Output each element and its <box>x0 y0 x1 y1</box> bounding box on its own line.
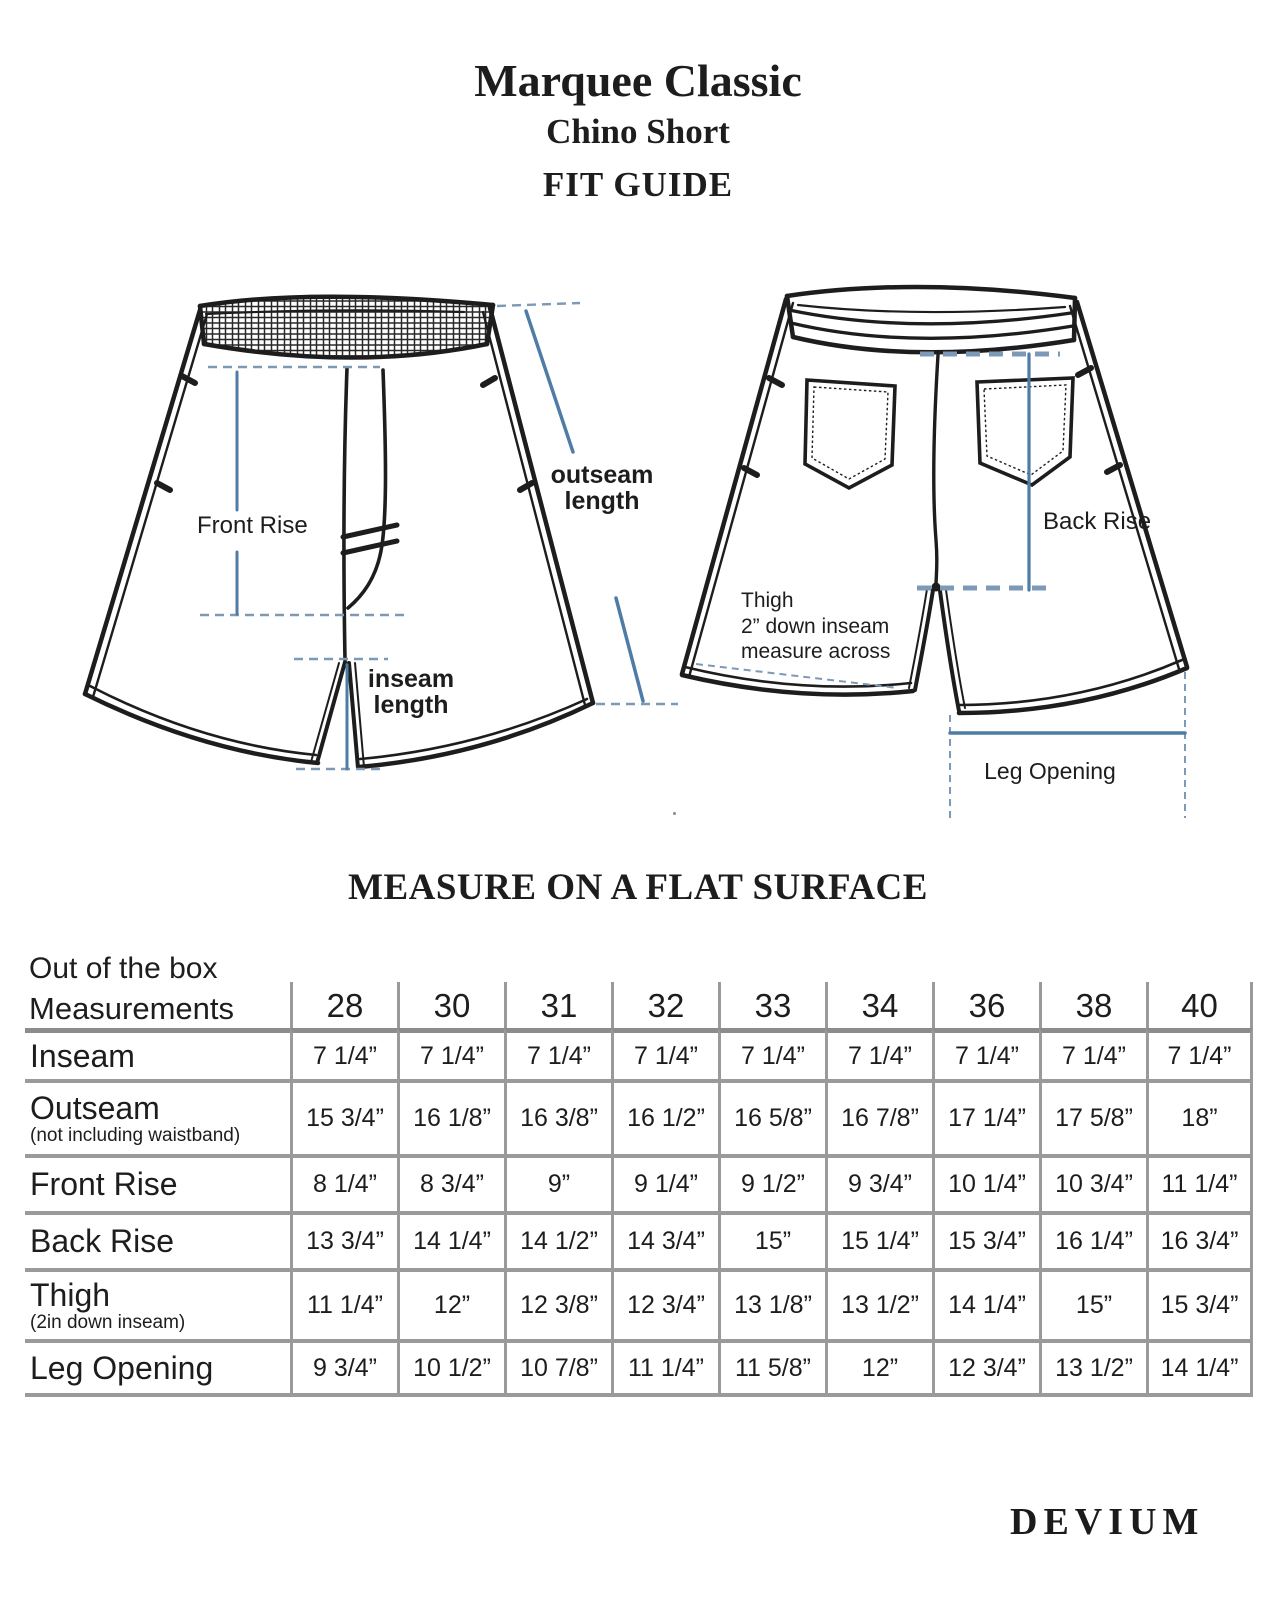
front-fly <box>343 368 397 660</box>
brand-logo: DEVIUM <box>1010 1501 1205 1543</box>
value-cell: 14 1/2” <box>504 1211 611 1268</box>
value-cell: 7 1/4” <box>1039 1028 1146 1079</box>
value-cell: 15” <box>1039 1268 1146 1339</box>
value-cell: 13 3/4” <box>290 1211 397 1268</box>
value-cell: 7 1/4” <box>1146 1028 1253 1079</box>
size-table-grid <box>25 948 1253 1397</box>
value-cell: 8 1/4” <box>290 1154 397 1211</box>
table-corner <box>25 948 290 1028</box>
size-table <box>25 948 1253 1397</box>
table-corner-line1: Out of the box <box>29 952 218 985</box>
table-corner-line2: Measurements <box>29 990 235 1026</box>
value-cell: 9” <box>504 1154 611 1211</box>
product-title: Marquee Classic <box>474 55 802 106</box>
value-cell: 16 1/2” <box>611 1079 718 1154</box>
fit-guide-heading: FIT GUIDE <box>542 165 734 204</box>
value-cell: 9 3/4” <box>825 1154 932 1211</box>
value-cell: 13 1/2” <box>825 1268 932 1339</box>
value-cell: 12 3/8” <box>504 1268 611 1339</box>
value-cell: 16 5/8” <box>718 1079 825 1154</box>
title-block <box>0 55 1276 204</box>
value-cell: 10 1/2” <box>397 1339 504 1397</box>
back-center-seam <box>932 355 941 592</box>
value-cell: 12 3/4” <box>932 1339 1039 1397</box>
value-cell: 18” <box>1146 1079 1253 1154</box>
row-label: Outseam <box>30 1089 160 1126</box>
row-label: Front Rise <box>30 1166 178 1203</box>
back-rise-label: Back Rise <box>1043 508 1152 535</box>
row-label: Leg Opening <box>30 1349 214 1386</box>
size-header-cell <box>1146 948 1253 1028</box>
row-label: Thigh <box>30 1276 111 1313</box>
value-cell: 11 1/4” <box>1146 1154 1253 1211</box>
measure-heading: MEASURE ON A FLAT SURFACE <box>348 867 928 908</box>
row-label: Inseam <box>30 1037 135 1074</box>
size-column-header: 33 <box>718 982 825 1028</box>
inseam-length-label: inseam length <box>367 665 455 720</box>
value-cell: 7 1/4” <box>611 1028 718 1079</box>
value-cell: 11 1/4” <box>290 1268 397 1339</box>
value-cell: 14 1/4” <box>1146 1339 1253 1397</box>
value-cell: 17 5/8” <box>1039 1079 1146 1154</box>
size-column-header: 38 <box>1039 982 1146 1028</box>
row-label-cell <box>25 1268 290 1339</box>
size-column-header: 34 <box>825 982 932 1028</box>
size-column-header: 31 <box>504 982 611 1028</box>
value-cell: 8 3/4” <box>397 1154 504 1211</box>
size-header-cell <box>611 948 718 1028</box>
value-cell: 14 1/4” <box>397 1211 504 1268</box>
value-cell: 17 1/4” <box>932 1079 1039 1154</box>
outseam-line <box>526 311 573 452</box>
value-cell: 11 1/4” <box>611 1339 718 1397</box>
row-label-cell <box>25 1211 290 1268</box>
size-header-cell <box>504 948 611 1028</box>
size-header-cell <box>932 948 1039 1028</box>
value-cell: 16 3/8” <box>504 1079 611 1154</box>
value-cell: 7 1/4” <box>932 1028 1039 1079</box>
size-column-header: 40 <box>1146 982 1253 1028</box>
row-label: Back Rise <box>30 1223 175 1260</box>
value-cell: 16 1/4” <box>1039 1211 1146 1268</box>
value-cell: 10 1/4” <box>932 1154 1039 1211</box>
size-column-header: 36 <box>932 982 1039 1028</box>
size-column-header: 30 <box>397 982 504 1028</box>
size-header-cell <box>718 948 825 1028</box>
row-sublabel: (not including waistband) <box>30 1125 241 1147</box>
value-cell: 15 3/4” <box>932 1211 1039 1268</box>
value-cell: 12” <box>825 1339 932 1397</box>
value-cell: 9 1/2” <box>718 1154 825 1211</box>
size-header-cell <box>825 948 932 1028</box>
back-shorts-drawing <box>650 260 1210 820</box>
row-label-cell <box>25 1154 290 1211</box>
value-cell: 9 3/4” <box>290 1339 397 1397</box>
value-cell: 10 7/8” <box>504 1339 611 1397</box>
value-cell: 7 1/4” <box>397 1028 504 1079</box>
size-column-header: 28 <box>290 982 397 1028</box>
front-outline <box>85 308 593 768</box>
row-label-cell <box>25 1079 290 1154</box>
size-header-cell <box>1039 948 1146 1028</box>
back-pocket-right <box>977 378 1073 485</box>
value-cell: 12” <box>397 1268 504 1339</box>
value-cell: 7 1/4” <box>825 1028 932 1079</box>
back-waistband <box>787 287 1075 352</box>
front-rise-label: Front Rise <box>197 512 308 539</box>
front-waistband <box>200 297 493 358</box>
row-label-cell <box>25 1028 290 1079</box>
size-header-cell <box>290 948 397 1028</box>
value-cell: 16 1/8” <box>397 1079 504 1154</box>
thigh-label: Thigh 2” down inseam measure across <box>741 589 891 664</box>
value-cell: 15 3/4” <box>1146 1268 1253 1339</box>
value-cell: 14 1/4” <box>932 1268 1039 1339</box>
product-subtitle: Chino Short <box>546 112 730 151</box>
value-cell: 13 1/2” <box>1039 1339 1146 1397</box>
row-sublabel: (2in down inseam) <box>30 1312 186 1334</box>
value-cell: 7 1/4” <box>718 1028 825 1079</box>
size-column-header: 32 <box>611 982 718 1028</box>
row-label-cell <box>25 1339 290 1397</box>
value-cell: 15 1/4” <box>825 1211 932 1268</box>
value-cell: 14 3/4” <box>611 1211 718 1268</box>
value-cell: 15 3/4” <box>290 1079 397 1154</box>
value-cell: 7 1/4” <box>504 1028 611 1079</box>
value-cell: 7 1/4” <box>290 1028 397 1079</box>
value-cell: 16 7/8” <box>825 1079 932 1154</box>
value-cell: 13 1/8” <box>718 1268 825 1339</box>
value-cell: 12 3/4” <box>611 1268 718 1339</box>
value-cell: 10 3/4” <box>1039 1154 1146 1211</box>
back-pocket-left <box>805 380 895 488</box>
stray-mark <box>673 812 676 815</box>
leg-opening-label: Leg Opening <box>984 758 1116 784</box>
outseam-length-label: outseam length <box>550 461 654 516</box>
value-cell: 15” <box>718 1211 825 1268</box>
value-cell: 16 3/4” <box>1146 1211 1253 1268</box>
size-header-cell <box>397 948 504 1028</box>
value-cell: 11 5/8” <box>718 1339 825 1397</box>
value-cell: 9 1/4” <box>611 1154 718 1211</box>
